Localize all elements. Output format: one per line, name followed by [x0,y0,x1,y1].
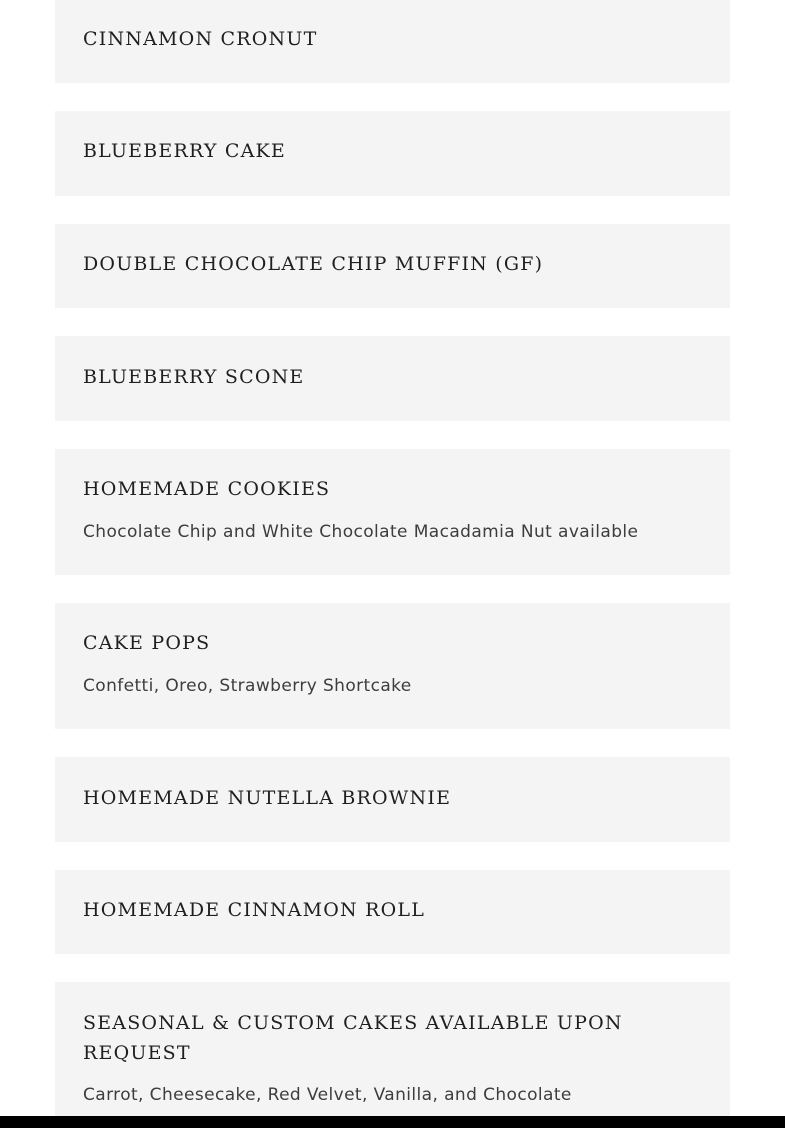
menu-item-name: HOMEMADE NUTELLA BROWNIE [83,787,452,809]
menu-item-name: BLUEBERRY SCONE [83,366,305,388]
menu-item-card [55,870,730,954]
menu-item-card [55,0,730,83]
menu-item-card [55,336,730,421]
menu-item-card [55,982,730,1128]
menu-item-name: BLUEBERRY CAKE [83,140,286,162]
menu-item-card [55,111,730,196]
menu-item-card [55,603,730,729]
menu-item-card [55,757,730,842]
menu-item-card [55,449,730,575]
menu-item-name: HOMEMADE COOKIES [83,478,331,500]
menu-item-description: Confetti, Oreo, Strawberry Shortcake [83,676,412,696]
bottom-bar [0,1116,785,1128]
menu-item-name: SEASONAL & CUSTOM CAKES AVAILABLE UPON REQUEST [83,1012,623,1064]
menu-item-name: HOMEMADE CINNAMON ROLL [83,899,426,921]
menu-item-description: Chocolate Chip and White Chocolate Macadamia Nut available [83,522,639,542]
menu-item-name: CINNAMON CRONUT [83,28,318,50]
menu-item-card [55,224,730,308]
menu-item-description: Carrot, Cheesecake, Red Velvet, Vanilla, and Chocolate [83,1085,572,1105]
menu-item-name: DOUBLE CHOCOLATE CHIP MUFFIN (GF) [83,253,544,275]
menu-item-name: CAKE POPS [83,632,211,654]
